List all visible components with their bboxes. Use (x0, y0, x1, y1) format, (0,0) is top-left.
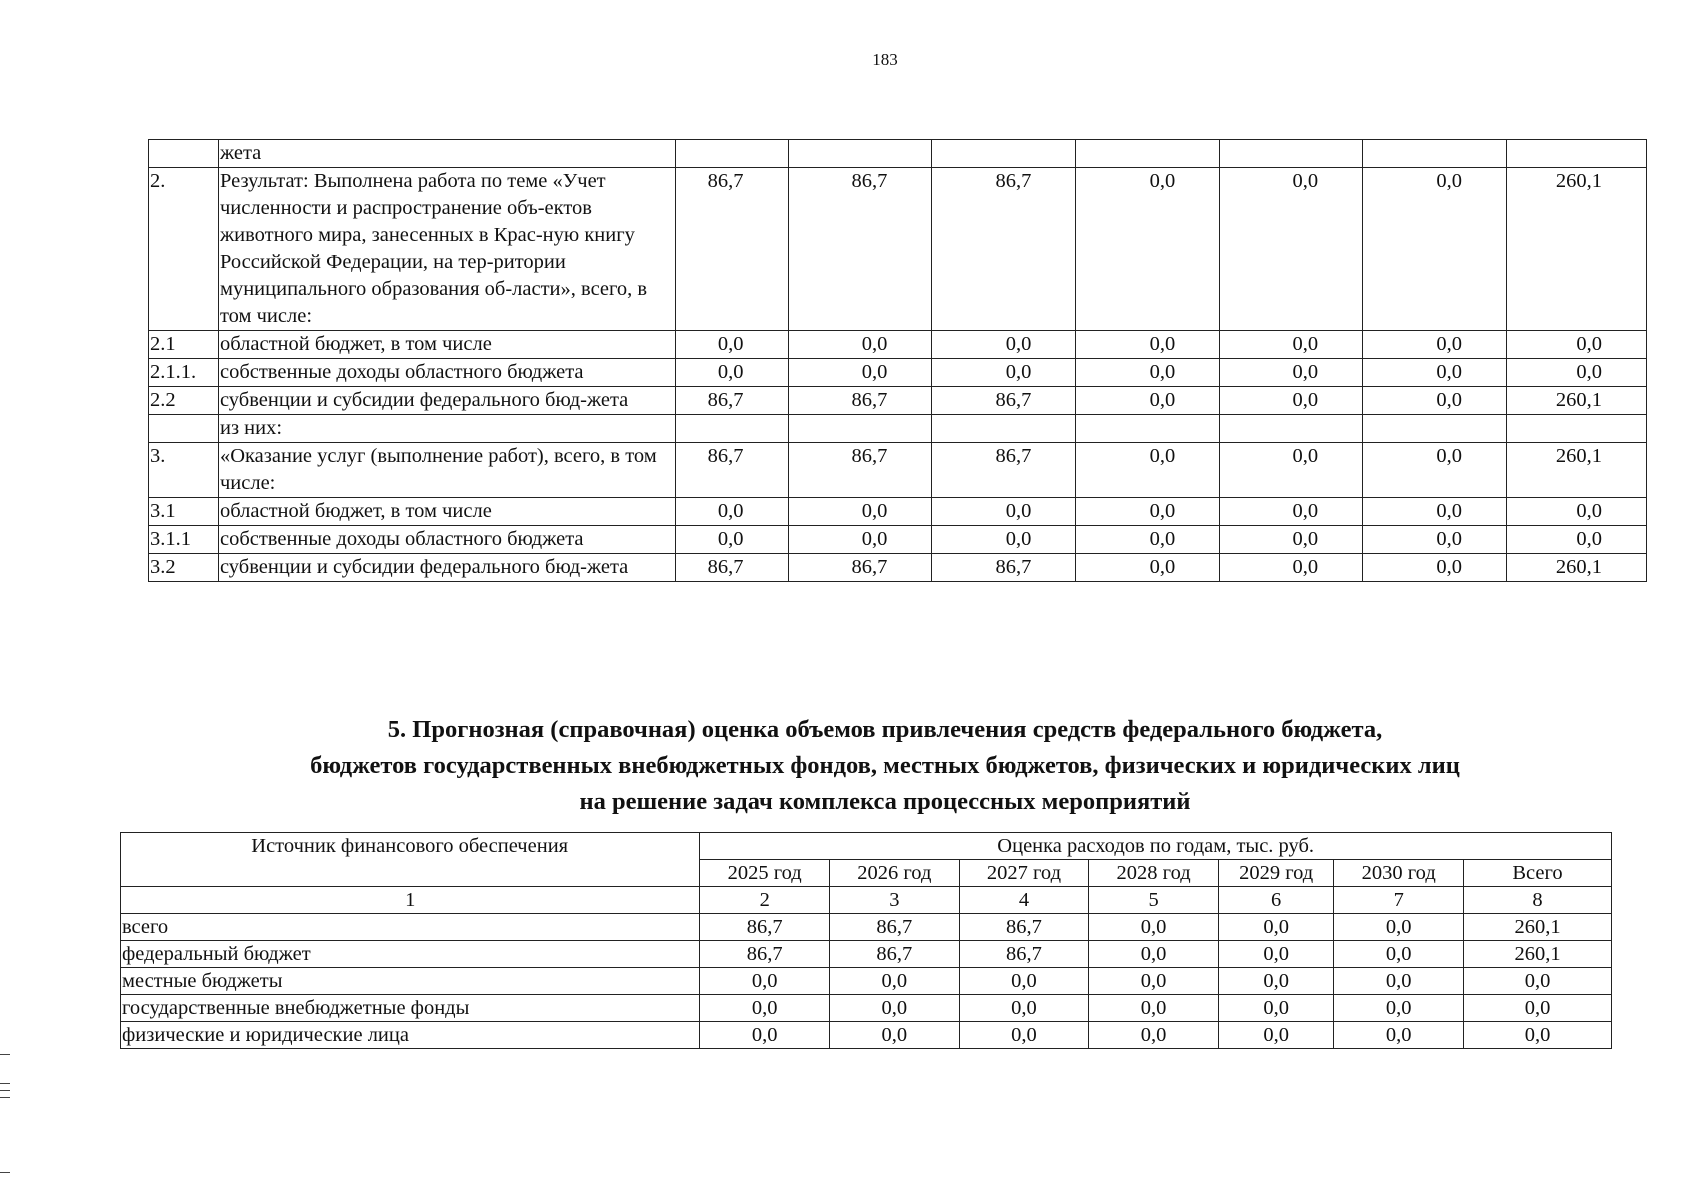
value-cell: 0,0 (1220, 526, 1363, 554)
column-number: 5 (1089, 887, 1219, 914)
value-cell: 0,0 (788, 331, 932, 359)
value-cell (1363, 140, 1507, 168)
year-header: 2030 год (1334, 860, 1464, 887)
value-cell: 260,1 (1506, 443, 1646, 498)
value-cell: 260,1 (1506, 387, 1646, 415)
results-table (148, 139, 1647, 582)
value-cell: 0,0 (1464, 968, 1612, 995)
row-name: из них: (218, 415, 675, 443)
row-name: собственные доходы областного бюджета (218, 359, 675, 387)
value-cell: 86,7 (675, 387, 788, 415)
value-cell: 0,0 (1089, 995, 1219, 1022)
estimate-header: Оценка расходов по годам, тыс. руб. (700, 833, 1612, 860)
value-cell: 0,0 (1220, 168, 1363, 331)
value-cell: 0,0 (1218, 968, 1333, 995)
row-name: субвенции и субсидии федерального бюд-жета (218, 387, 675, 415)
table-row (121, 941, 1612, 968)
value-cell: 260,1 (1506, 168, 1646, 331)
value-cell: 86,7 (700, 941, 830, 968)
margin-mark (0, 1054, 10, 1055)
row-index: 3.1 (149, 498, 219, 526)
value-cell: 0,0 (1076, 168, 1220, 331)
value-cell: 0,0 (700, 968, 830, 995)
margin-mark (0, 1097, 10, 1098)
value-cell: 0,0 (1363, 498, 1507, 526)
year-header: 2029 год (1218, 860, 1333, 887)
column-number: 8 (1464, 887, 1612, 914)
value-cell: 0,0 (1089, 941, 1219, 968)
table-row (121, 968, 1612, 995)
value-cell: 0,0 (675, 526, 788, 554)
value-cell: 0,0 (932, 526, 1076, 554)
value-cell: 0,0 (1076, 443, 1220, 498)
value-cell: 86,7 (700, 914, 830, 941)
row-name: собственные доходы областного бюджета (218, 526, 675, 554)
value-cell: 86,7 (675, 443, 788, 498)
table-row (149, 331, 1647, 359)
funding-source: всего (121, 914, 700, 941)
row-index: 3. (149, 443, 219, 498)
value-cell: 0,0 (1089, 968, 1219, 995)
value-cell: 0,0 (1363, 359, 1507, 387)
value-cell: 86,7 (788, 387, 932, 415)
value-cell: 0,0 (1218, 1022, 1333, 1049)
funding-source: физические и юридические лица (121, 1022, 700, 1049)
value-cell: 0,0 (788, 526, 932, 554)
value-cell: 86,7 (932, 387, 1076, 415)
page-number: 183 (872, 50, 898, 69)
value-cell: 0,0 (1218, 995, 1333, 1022)
year-header: 2025 год (700, 860, 830, 887)
row-index (149, 415, 219, 443)
value-cell: 0,0 (1220, 443, 1363, 498)
value-cell (1076, 140, 1220, 168)
value-cell: 0,0 (1363, 331, 1507, 359)
value-cell: 0,0 (1334, 1022, 1464, 1049)
value-cell: 0,0 (830, 1022, 960, 1049)
section-title-line: 5. Прогнозная (справочная) оценка объемов привлечения средств федерального бюджета, (387, 716, 1383, 743)
table-row (149, 498, 1647, 526)
value-cell: 0,0 (788, 359, 932, 387)
year-header: Всего (1464, 860, 1612, 887)
header-row (121, 833, 1612, 860)
value-cell: 0,0 (1220, 331, 1363, 359)
value-cell (1506, 415, 1646, 443)
value-cell (788, 140, 932, 168)
row-index: 2.2 (149, 387, 219, 415)
table-row (149, 359, 1647, 387)
funding-source: местные бюджеты (121, 968, 700, 995)
column-number: 4 (959, 887, 1089, 914)
value-cell: 0,0 (1363, 168, 1507, 331)
value-cell: 86,7 (788, 168, 932, 331)
value-cell (675, 415, 788, 443)
row-index: 2.1 (149, 331, 219, 359)
value-cell: 0,0 (959, 1022, 1089, 1049)
value-cell: 0,0 (1076, 526, 1220, 554)
row-index: 3.2 (149, 554, 219, 582)
value-cell: 0,0 (1334, 914, 1464, 941)
value-cell: 86,7 (675, 168, 788, 331)
value-cell: 260,1 (1464, 914, 1612, 941)
value-cell (1076, 415, 1220, 443)
value-cell: 86,7 (932, 443, 1076, 498)
value-cell: 0,0 (830, 968, 960, 995)
table-row (149, 140, 1647, 168)
funding-estimate-table (120, 832, 1612, 1049)
row-name: областной бюджет, в том числе (218, 331, 675, 359)
row-name: субвенции и субсидии федерального бюд-жета (218, 554, 675, 582)
value-cell: 86,7 (830, 941, 960, 968)
row-name: областной бюджет, в том числе (218, 498, 675, 526)
value-cell: 0,0 (675, 498, 788, 526)
value-cell: 0,0 (1220, 387, 1363, 415)
value-cell: 0,0 (1363, 554, 1507, 582)
value-cell: 86,7 (830, 914, 960, 941)
value-cell: 0,0 (1089, 1022, 1219, 1049)
margin-mark (0, 1090, 10, 1091)
value-cell: 0,0 (1220, 498, 1363, 526)
section-title (120, 712, 1650, 820)
margin-mark (0, 1083, 10, 1084)
year-header: 2027 год (959, 860, 1089, 887)
value-cell: 0,0 (1334, 941, 1464, 968)
funding-source: государственные внебюджетные фонды (121, 995, 700, 1022)
value-cell (1220, 140, 1363, 168)
value-cell: 0,0 (700, 995, 830, 1022)
table-row (149, 168, 1647, 331)
value-cell: 86,7 (788, 443, 932, 498)
value-cell: 0,0 (1076, 359, 1220, 387)
value-cell: 86,7 (788, 554, 932, 582)
table-row (149, 526, 1647, 554)
section-title-line: на решение задач комплекса процессных мероприятий (579, 788, 1191, 815)
column-number: 1 (121, 887, 700, 914)
value-cell: 0,0 (932, 359, 1076, 387)
value-cell (1363, 415, 1507, 443)
column-number: 3 (830, 887, 960, 914)
value-cell: 0,0 (675, 359, 788, 387)
table-row (121, 1022, 1612, 1049)
table-row (121, 995, 1612, 1022)
value-cell (932, 140, 1076, 168)
value-cell: 0,0 (1218, 914, 1333, 941)
table-row (149, 415, 1647, 443)
margin-mark (0, 1172, 10, 1173)
table-row (149, 387, 1647, 415)
value-cell: 0,0 (1076, 554, 1220, 582)
table-row (121, 914, 1612, 941)
value-cell: 0,0 (788, 498, 932, 526)
value-cell (675, 140, 788, 168)
value-cell: 86,7 (959, 941, 1089, 968)
value-cell: 0,0 (1220, 359, 1363, 387)
row-index: 2. (149, 168, 219, 331)
row-index (149, 140, 219, 168)
value-cell (932, 415, 1076, 443)
value-cell: 0,0 (1089, 914, 1219, 941)
value-cell (788, 415, 932, 443)
column-number: 6 (1218, 887, 1333, 914)
value-cell: 0,0 (932, 331, 1076, 359)
value-cell: 86,7 (675, 554, 788, 582)
value-cell: 0,0 (959, 995, 1089, 1022)
funding-source: федеральный бюджет (121, 941, 700, 968)
value-cell: 0,0 (1220, 554, 1363, 582)
value-cell: 0,0 (675, 331, 788, 359)
section-title-line: бюджетов государственных внебюджетных фондов, местных бюджетов, физических и юридических лиц (310, 752, 1460, 779)
value-cell: 0,0 (1464, 1022, 1612, 1049)
value-cell (1506, 140, 1646, 168)
value-cell: 0,0 (1363, 387, 1507, 415)
value-cell (1220, 415, 1363, 443)
row-name: Результат: Выполнена работа по теме «Учет численности и распространение объ-ектов животного мира, занесенных в Крас-ную книгу Российской Федерации, на тер-ритории муниципального образования об-ласти», всего, в том числе: (218, 168, 675, 331)
source-header: Источник финансового обеспечения (121, 833, 700, 887)
value-cell: 0,0 (1076, 498, 1220, 526)
value-cell: 86,7 (959, 914, 1089, 941)
row-name: «Оказание услуг (выполнение работ), всего, в том числе: (218, 443, 675, 498)
value-cell: 0,0 (1363, 526, 1507, 554)
column-number: 2 (700, 887, 830, 914)
value-cell: 0,0 (1506, 359, 1646, 387)
value-cell: 0,0 (1464, 995, 1612, 1022)
column-numbers-row (121, 887, 1612, 914)
value-cell: 260,1 (1464, 941, 1612, 968)
value-cell: 86,7 (932, 168, 1076, 331)
row-index: 3.1.1 (149, 526, 219, 554)
value-cell: 0,0 (932, 498, 1076, 526)
value-cell: 0,0 (1506, 526, 1646, 554)
year-header: 2028 год (1089, 860, 1219, 887)
year-header: 2026 год (830, 860, 960, 887)
value-cell: 0,0 (1334, 995, 1464, 1022)
value-cell: 0,0 (1334, 968, 1464, 995)
value-cell: 0,0 (700, 1022, 830, 1049)
value-cell: 0,0 (1076, 387, 1220, 415)
value-cell: 0,0 (1218, 941, 1333, 968)
value-cell: 0,0 (1506, 331, 1646, 359)
value-cell: 0,0 (1506, 498, 1646, 526)
row-name: жета (218, 140, 675, 168)
value-cell: 0,0 (830, 995, 960, 1022)
value-cell: 0,0 (959, 968, 1089, 995)
value-cell: 260,1 (1506, 554, 1646, 582)
value-cell: 0,0 (1076, 331, 1220, 359)
row-index: 2.1.1. (149, 359, 219, 387)
value-cell: 86,7 (932, 554, 1076, 582)
table-row (149, 554, 1647, 582)
table-row (149, 443, 1647, 498)
column-number: 7 (1334, 887, 1464, 914)
value-cell: 0,0 (1363, 443, 1507, 498)
